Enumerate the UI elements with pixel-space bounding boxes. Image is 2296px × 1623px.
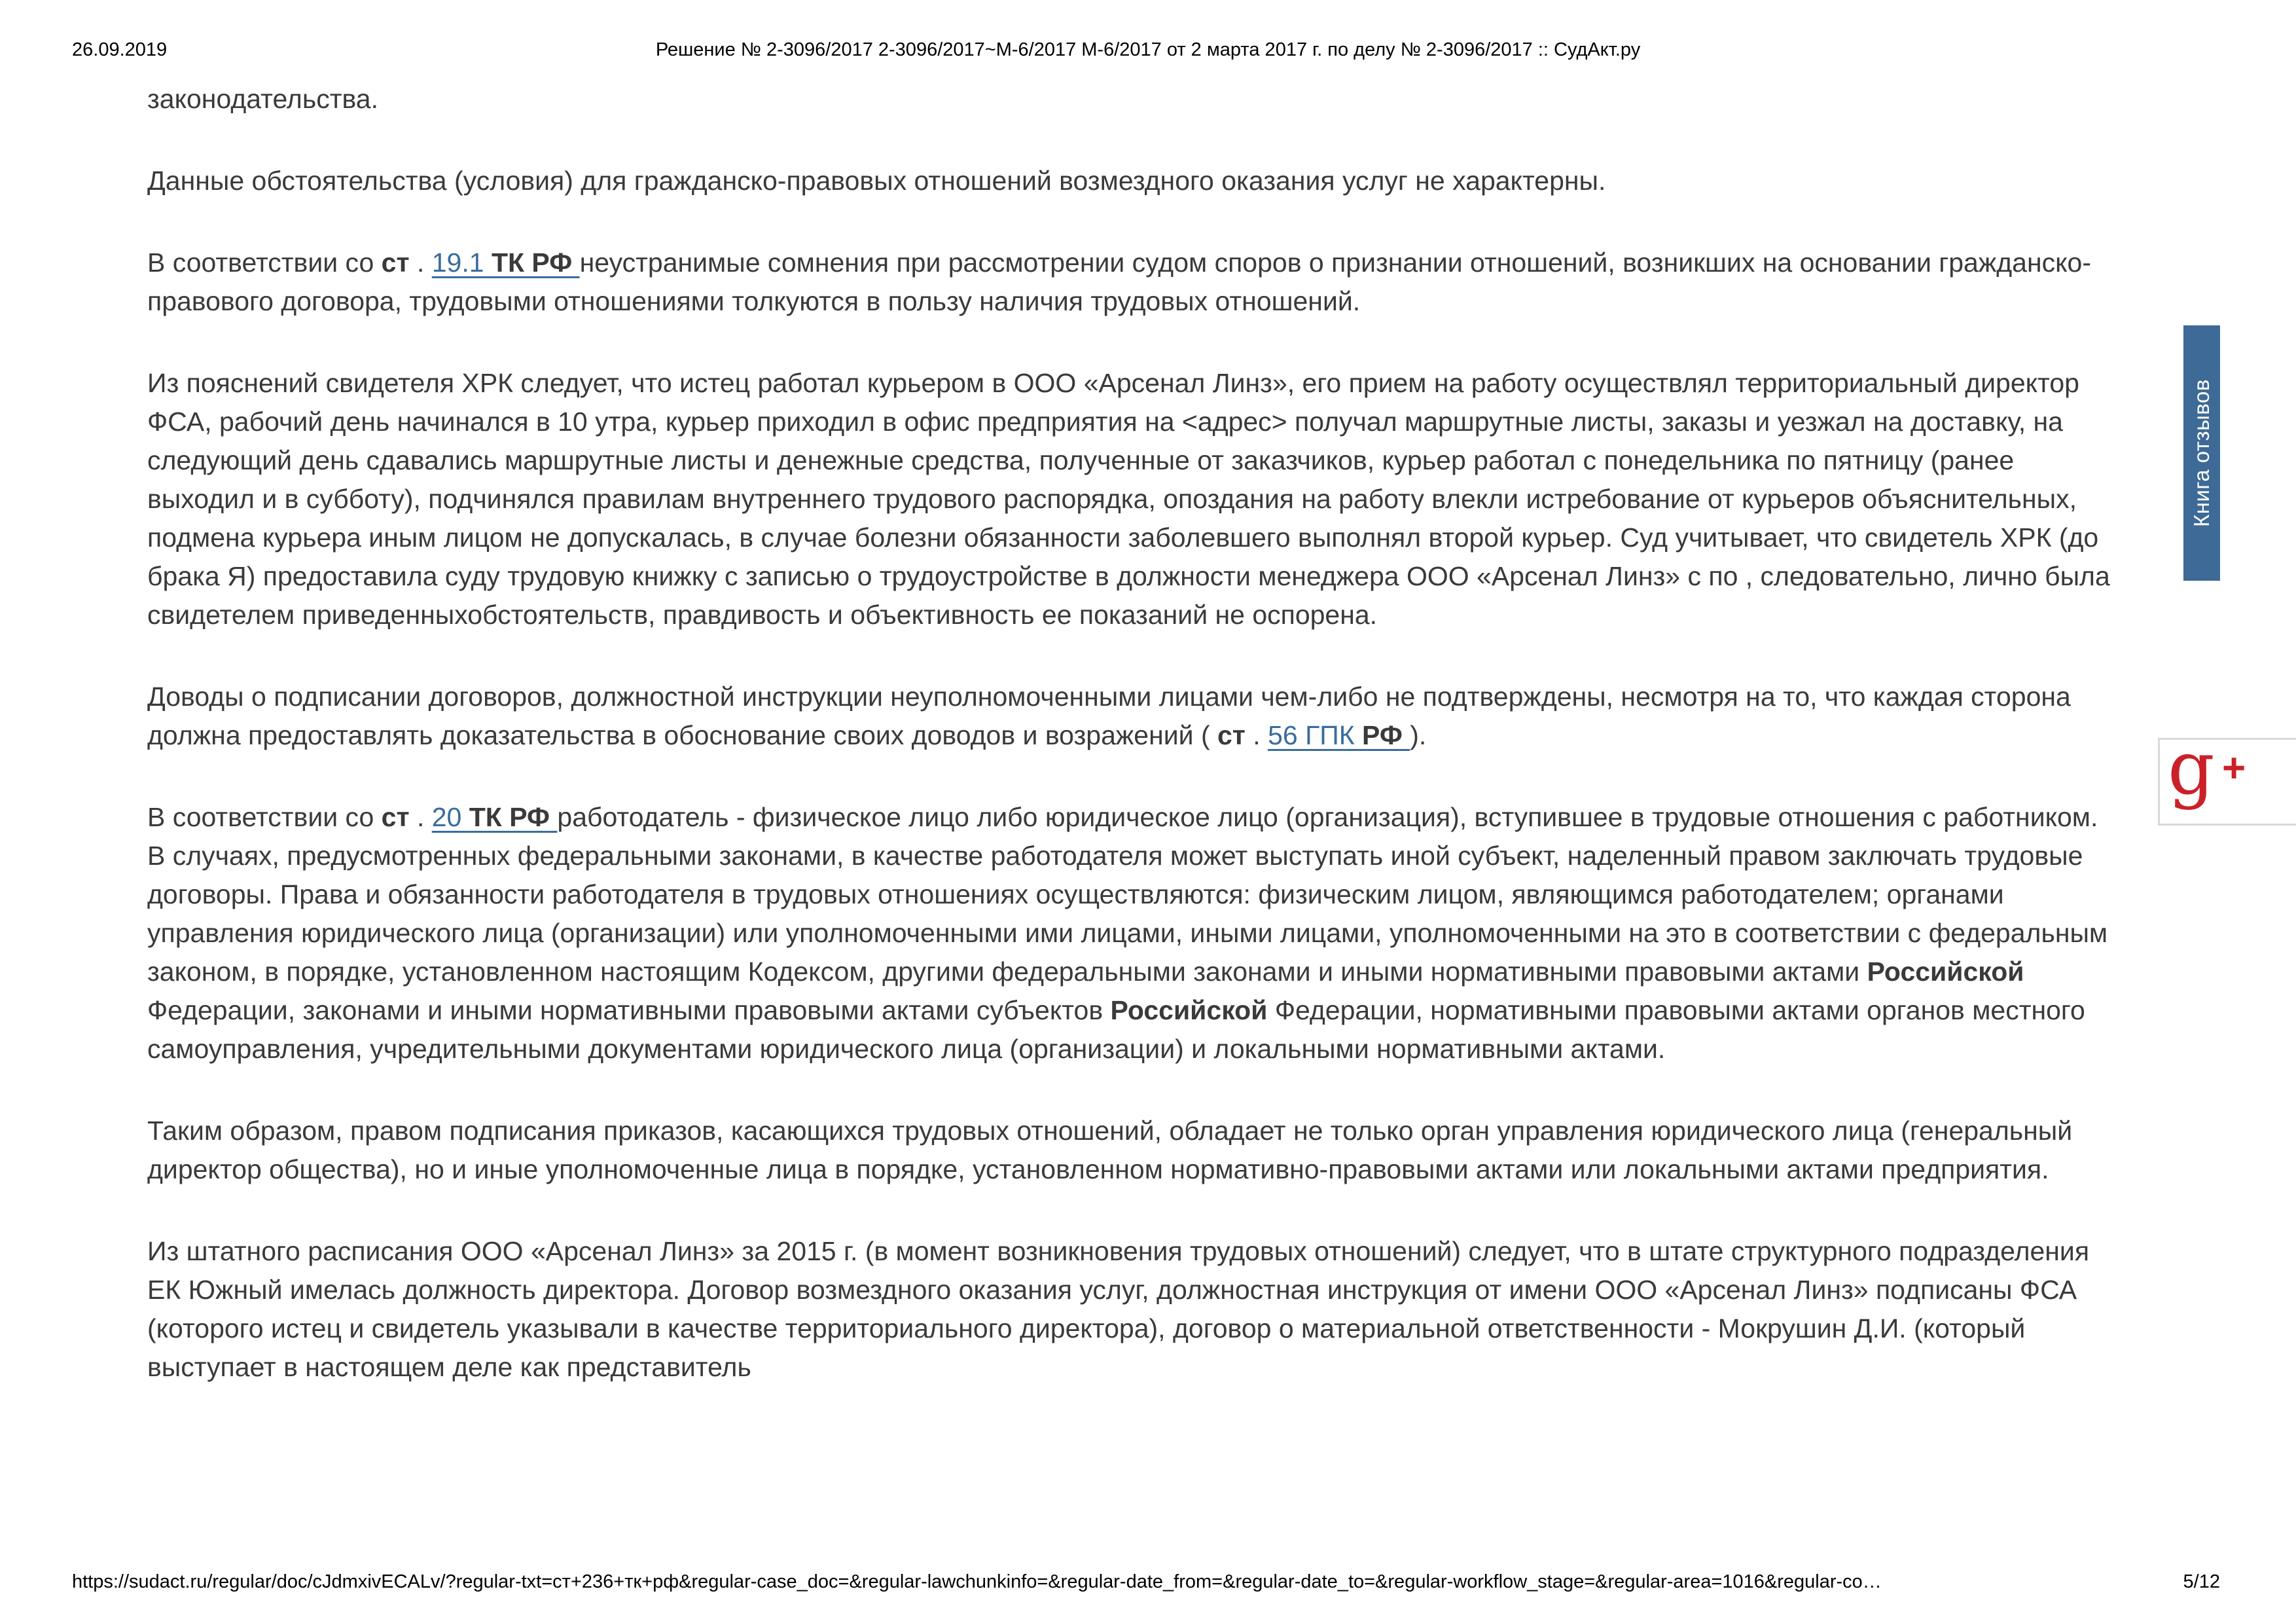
page-indicator: 5/12 [2183, 1571, 2220, 1592]
feedback-book-tab[interactable] [2183, 325, 2220, 581]
page-title: Решение № 2-3096/2017 2-3096/2017~М-6/2017 М-6/2017 от 2 марта 2017 г. по делу № 2-3096/2017 :: СудАкт.ру [655, 39, 1641, 60]
paragraph: В соответствии со ст . 20 ТК РФ работодатель - физическое лицо либо юридическое лицо (организация), вступившее в трудовые отношения с работником. В случаях, предусмотренных федеральными законами, в качестве работодателя может выступать иной субъект, наделенный правом заключать трудовые договоры. Права и обязанности работодателя в трудовых отношениях осуществляются: физическим лицом, являющимся работодателем; органами управления юридического лица (организации) или уполномоченными ими лицами, иными лицами, уполномоченными на это в соответствии с федеральным законом, в порядке, установленном настоящим Кодексом, другими федеральными законами и иными нормативными правовыми актами Российской Федерации, законами и иными нормативными правовыми актами субъектов Российской Федерации, нормативными правовыми актами органов местного самоуправления, учредительными документами юридического лица (организации) и локальными нормативными актами. [147, 802, 2108, 1064]
paragraph: законодательства. [147, 84, 379, 114]
feedback-book-tab-label: Книга отзывов [2189, 379, 2214, 527]
law-article-link[interactable]: 56 ГПК РФ [1268, 720, 1410, 750]
paragraph: Из штатного расписания ООО «Арсенал Линз» за 2015 г. (в момент возникновения трудовых отношений) следует, что в штате структурного подразделения ЕК Южный имелась должность директора. Договор возмездного оказания услуг, должностная инструкция от имени ООО «Арсенал Линз» подписаны ФСА (которого истец и свидетель указывали в качестве территориального директора), договор о материальной ответственности - Мокрушин Д.И. (который выступает в настоящем деле как представитель [147, 1236, 2090, 1382]
law-article-link[interactable]: 19.1 ТК РФ [431, 247, 580, 278]
google-plus-icon-plus: + [2222, 746, 2246, 791]
print-footer [72, 1571, 2258, 1593]
paragraph: Данные обстоятельства (условия) для гражданско-правовых отношений возмездного оказания услуг не характерны. [147, 166, 1606, 196]
source-url: https://sudact.ru/regular/doc/cJdmxivECALv/?regular-txt=ст+236+тк+рф&regular-case_doc=&regular-lawchunkinfo=&regular-date_from=&regular-date_to=&regular-workflow_stage=&regular-area=1016&regular-co… [72, 1571, 1882, 1592]
paragraph: Таким образом, правом подписания приказов, касающихся трудовых отношений, обладает не только орган управления юридического лица (генеральный директор общества), но и иные уполномоченные лица в порядке, установленном нормативно-правовыми актами или локальными актами предприятия. [147, 1116, 2073, 1184]
law-article-link[interactable]: 20 ТК РФ [431, 802, 558, 832]
document-body [147, 80, 2114, 1430]
google-plus-button[interactable] [2158, 726, 2296, 826]
google-plus-icon: g [2168, 726, 2215, 811]
paragraph: В соответствии со ст . 19.1 ТК РФ неустранимые сомнения при рассмотрении судом споров о признании отношений, возникших на основании гражданско-правового договора, трудовыми отношениями толкуются в пользу наличия трудовых отношений. [147, 247, 2091, 316]
print-date: 26.09.2019 [72, 39, 168, 60]
paragraph: Из пояснений свидетеля ХРК следует, что истец работал курьером в ООО «Арсенал Линз», его прием на работу осуществлял территориальный директор ФСА, рабочий день начинался в 10 утра, курьер приходил в офис предприятия на <адрес> получал маршрутные листы, заказы и уезжал на доставку, на следующий день сдавались маршрутные листы и денежные средства, полученные от заказчиков, курьер работал с понедельника по пятницу (ранее выходил и в субботу), подчинялся правилам внутреннего трудового распорядка, опоздания на работу влекли истребование от курьеров объяснительных, подмена курьера иным лицом не допускалась, в случае болезни обязанности заболевшего выполнял второй курьер. Суд учитывает, что свидетель ХРК (до брака Я) предоставила суду трудовую книжку с записью о трудоустройстве в должности менеджера ООО «Арсенал Линз» с по , следовательно, лично была свидетелем приведенныхобстоятельств, правдивость и объективность ее показаний не оспорена. [147, 368, 2110, 630]
paragraph: Доводы о подписании договоров, должностной инструкции неуполномоченными лицами чем-либо не подтверждены, несмотря на то, что каждая сторона должна предоставлять доказательства в обоснование своих доводов и возражений ( ст . 56 ГПК РФ ). [147, 682, 2071, 750]
print-header [0, 0, 2296, 72]
